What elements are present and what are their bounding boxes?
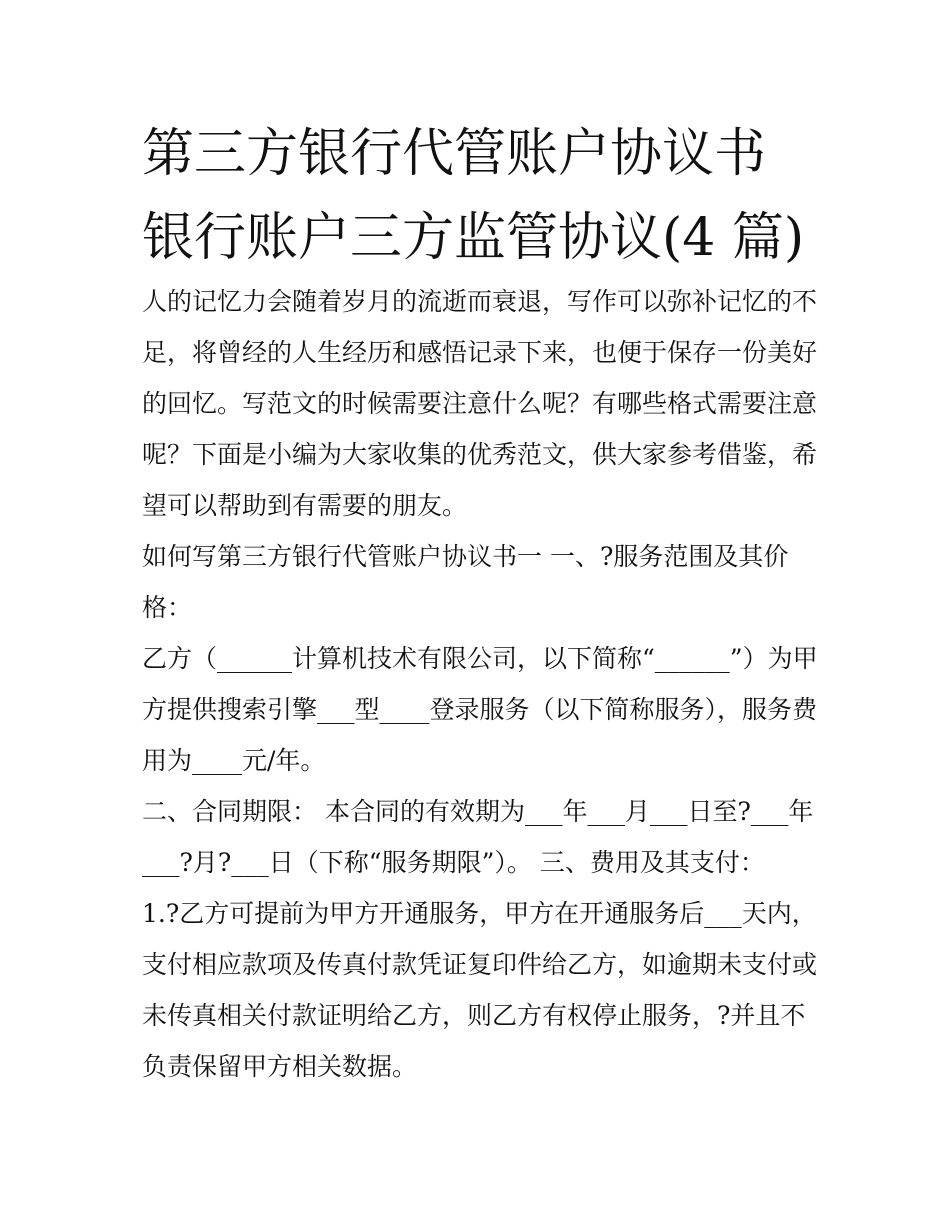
paragraph-intro: 人的记忆力会随着岁月的流逝而衰退，写作可以弥补记忆的不足，将曾经的人生经历和感悟记录下来，也便于保存一份美好的回忆。写范文的时候需要注意什么呢？有哪些格式需要注意呢？下面是小编为大家收集的优秀范文，供大家参考借鉴，希望可以帮助到有需要的朋友。 xyxy=(142,287,818,520)
paragraph-section-heading: 如何写第三方银行代管账户协议书一 一、?服务范围及其价格： xyxy=(142,542,789,622)
paragraph-payment-clause: 1.?乙方可提前为甲方开通服务，甲方在开通服务后___天内，支付相应款项及传真付款凭证复印件给乙方，如逾期未支付或未传真相关付款证明给乙方，则乙方有权停止服务，?并且不负责保留甲方相关数据。 xyxy=(142,899,818,1081)
paragraph-contract-term: 二、合同期限： 本合同的有效期为___年___月___日至?___年___?月?___日（下称“服务期限”）。 三、费用及其支付： xyxy=(142,797,814,877)
paragraph-service-scope: 乙方（______计算机技术有限公司，以下简称“______”）为甲方提供搜索引擎___型____登录服务（以下简称服务），服务费用为____元/年。 xyxy=(142,644,818,775)
document-title: 第三方银行代管账户协议书 银行账户三方监管协议(4 篇) xyxy=(142,124,805,268)
document-body xyxy=(142,276,822,1092)
